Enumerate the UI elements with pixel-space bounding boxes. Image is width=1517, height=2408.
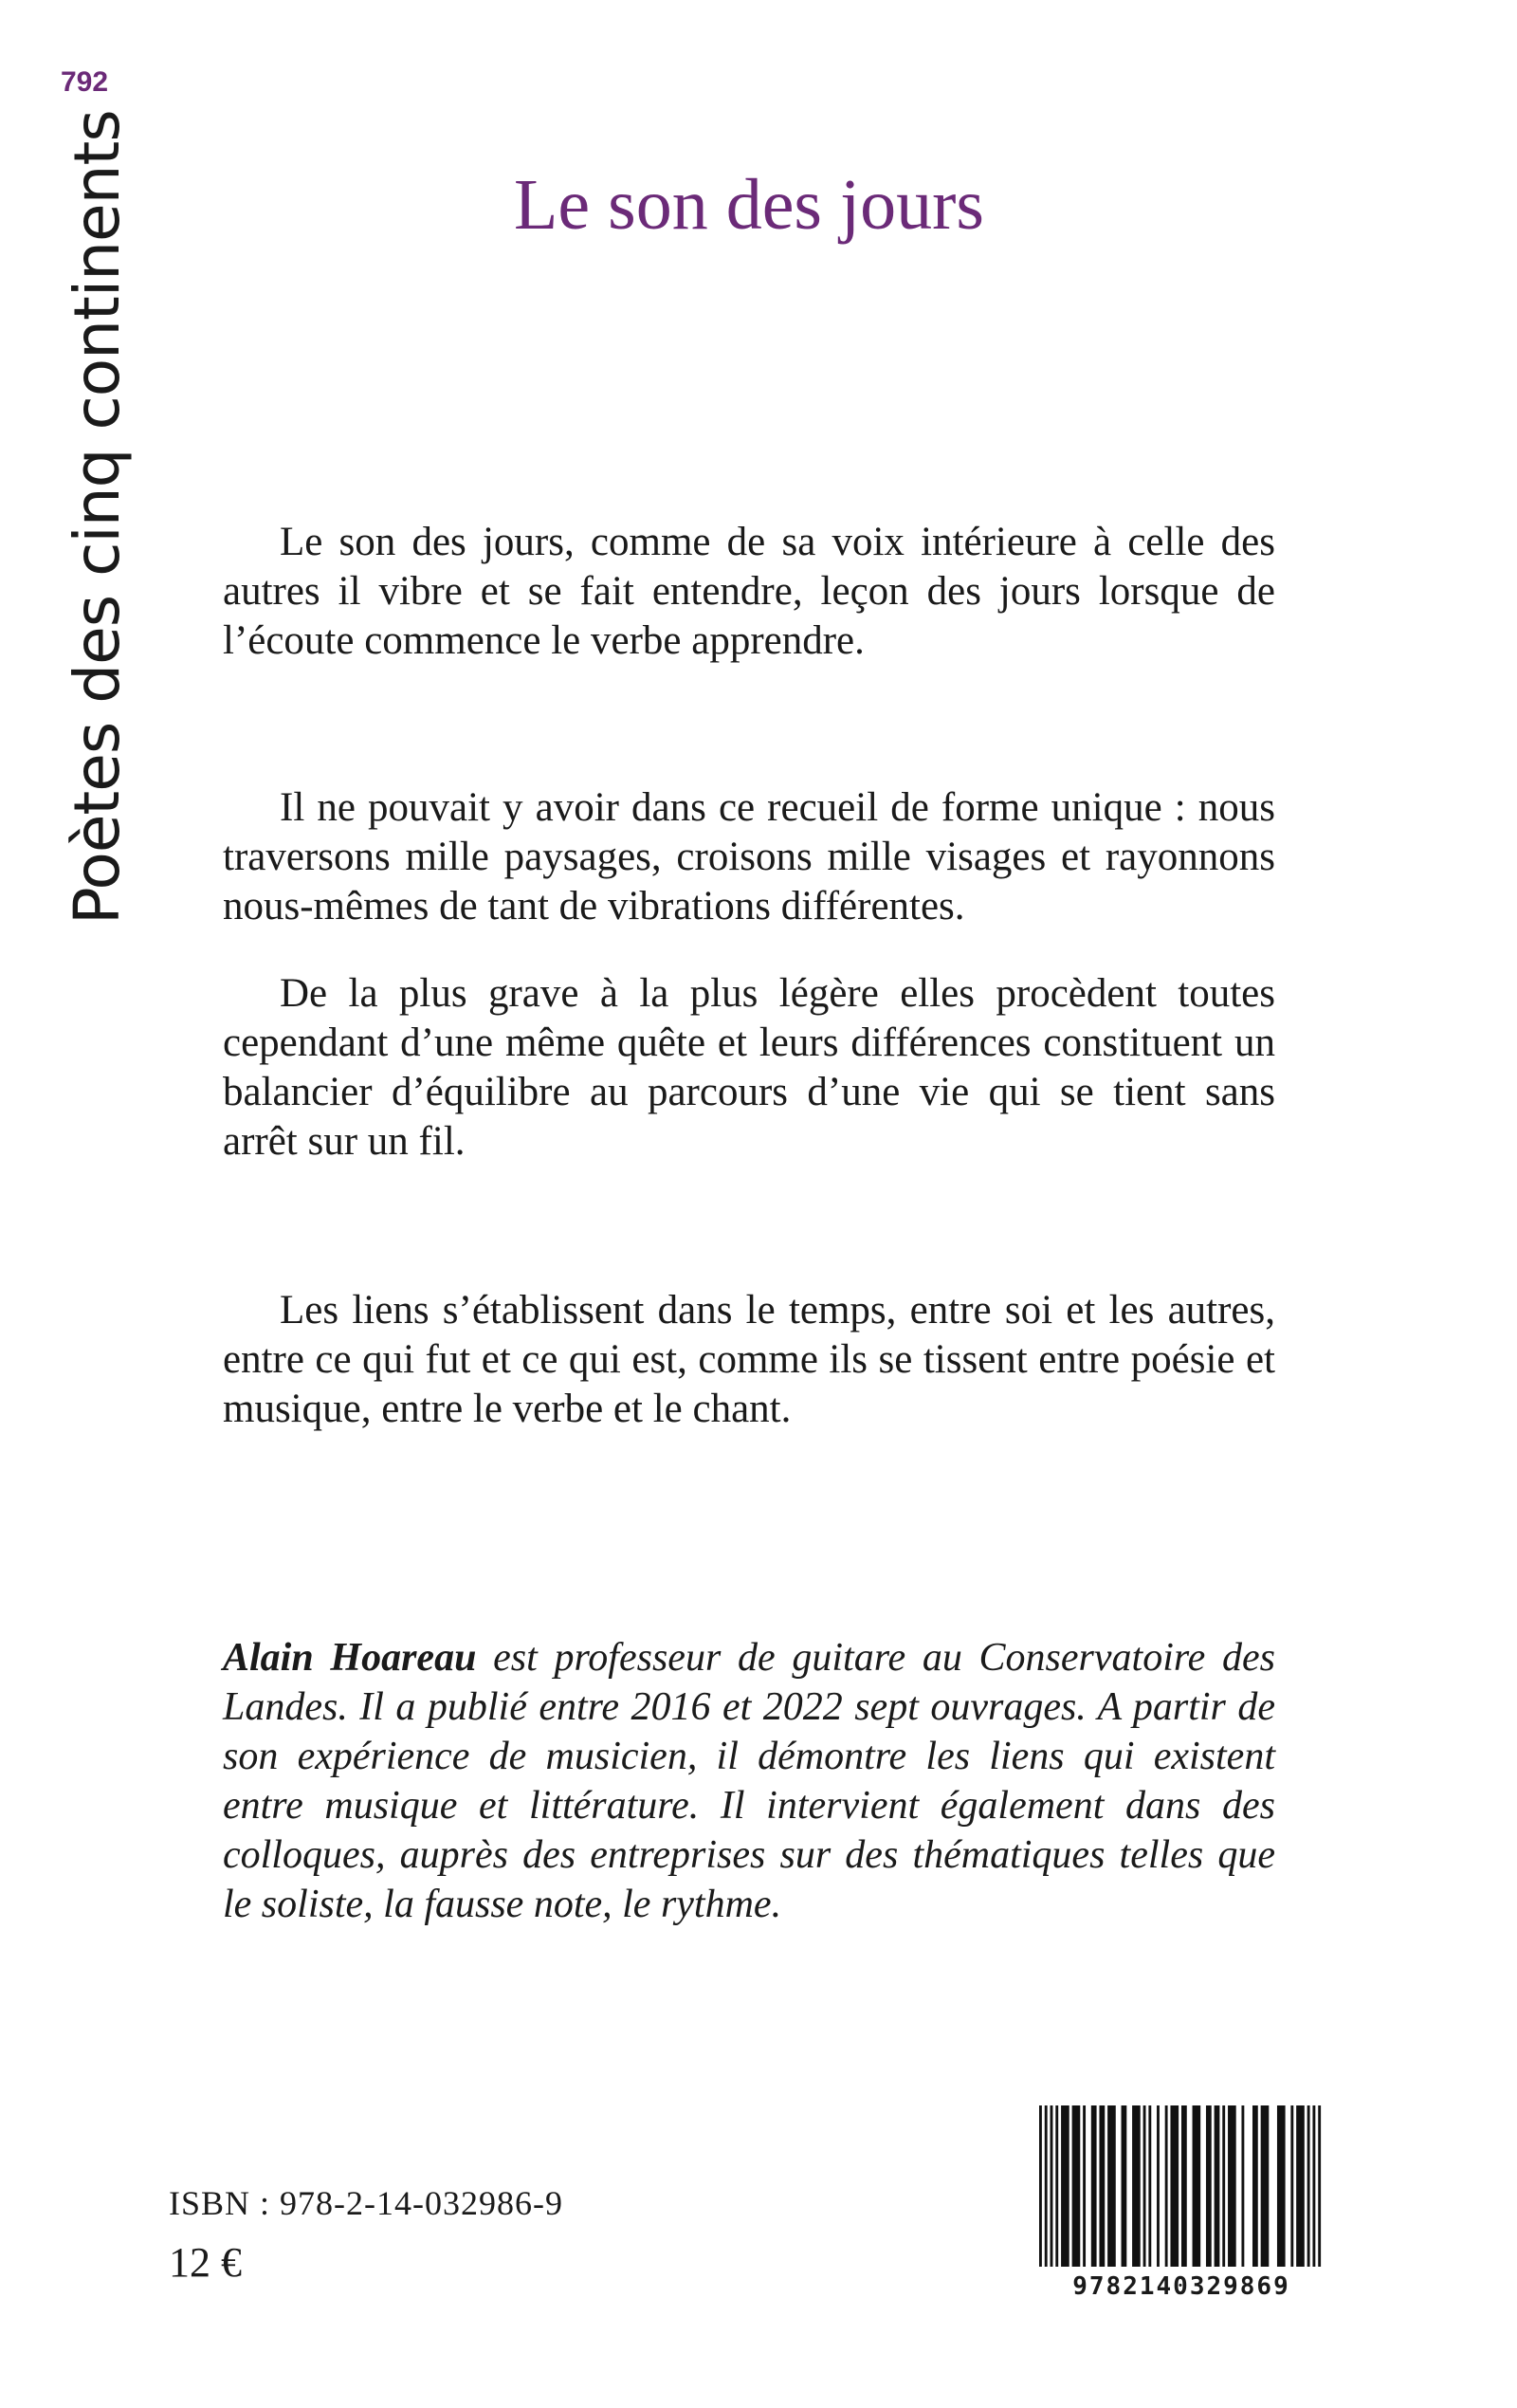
barcode-bar (1072, 2105, 1081, 2267)
paragraph-text: Il ne pouvait y avoir dans ce recueil de forme unique : nous traversons mille paysages, croisons mille visages et rayonnons nous-mêmes de tant de vibrations différentes. (223, 785, 1275, 928)
barcode-bar (1051, 2105, 1053, 2267)
barcode-bar (1061, 2105, 1069, 2267)
barcode-bar (1277, 2105, 1286, 2267)
barcode-bar (1241, 2105, 1244, 2267)
barcode-bar (1215, 2105, 1220, 2267)
barcode (1030, 2105, 1333, 2301)
barcode-bar (1157, 2105, 1160, 2267)
author-bio-text: est professeur de guitare au Conservatoire des Landes. Il a publié entre 2016 et 2022 sept ouvrages. A partir de son expérience de musicien, il démontre les liens qui existent entre musique et littérature. Il intervient également dans des colloques, auprès des entreprises sur des thématiques telles que le soliste, la fausse note, le rythme. (223, 1636, 1275, 1926)
barcode-bar (1045, 2105, 1048, 2267)
author-bio (223, 1633, 1275, 1929)
barcode-bar (1318, 2105, 1321, 2267)
price: 12 € (169, 2239, 242, 2286)
barcode-bars (1030, 2105, 1333, 2272)
barcode-bar (1099, 2105, 1105, 2267)
barcode-bar (1181, 2105, 1187, 2267)
barcode-bar (1165, 2105, 1168, 2267)
barcode-bar (1143, 2105, 1146, 2267)
series-name: Poètes des cinq continents (61, 110, 134, 925)
barcode-bar (1122, 2105, 1127, 2267)
barcode-bar (1290, 2105, 1293, 2267)
barcode-bar (1252, 2105, 1258, 2267)
barcode-bar (1228, 2105, 1236, 2267)
blurb-paragraph-2 (223, 783, 1275, 931)
barcode-bar (1055, 2105, 1058, 2267)
author-name: Alain Hoareau (223, 1636, 477, 1680)
series-number: 792 (61, 66, 109, 98)
barcode-bar (1193, 2105, 1201, 2267)
barcode-bar (1091, 2105, 1097, 2267)
barcode-bar (1222, 2105, 1225, 2267)
barcode-bar (1039, 2105, 1042, 2267)
barcode-bar (1261, 2105, 1270, 2267)
barcode-bar (1307, 2105, 1310, 2267)
blurb-paragraph-4 (223, 1286, 1275, 1434)
barcode-bar (1148, 2105, 1151, 2267)
isbn: ISBN : 978-2-14-032986-9 (169, 2184, 563, 2222)
barcode-bar (1206, 2105, 1212, 2267)
paragraph-text: De la plus grave à la plus légère elles procèdent toutes cependant d’une même quête et leurs différences constituent un balancier d’équilibre au parcours d’une vie qui se tient sans arrêt sur un fil. (223, 971, 1275, 1164)
blurb-paragraph-3 (223, 969, 1275, 1167)
barcode-digits: 9782140329869 (1072, 2272, 1290, 2301)
barcode-bar (1083, 2105, 1086, 2267)
blurb-paragraph-1 (223, 518, 1275, 666)
barcode-bar (1132, 2105, 1141, 2267)
barcode-bar (1170, 2105, 1179, 2267)
barcode-bar (1296, 2105, 1305, 2267)
book-title: Le son des jours (513, 164, 985, 245)
barcode-bar (1107, 2105, 1116, 2267)
barcode-bar (1312, 2105, 1315, 2267)
paragraph-text: Le son des jours, comme de sa voix intérieure à celle des autres il vibre et se fait entendre, leçon des jours lorsque de l’écoute commence le verbe apprendre. (223, 520, 1275, 663)
paragraph-text: Les liens s’établissent dans le temps, entre soi et les autres, entre ce qui fut et ce qui est, comme ils se tissent entre poésie et musique, entre le verbe et le chant. (223, 1288, 1275, 1431)
